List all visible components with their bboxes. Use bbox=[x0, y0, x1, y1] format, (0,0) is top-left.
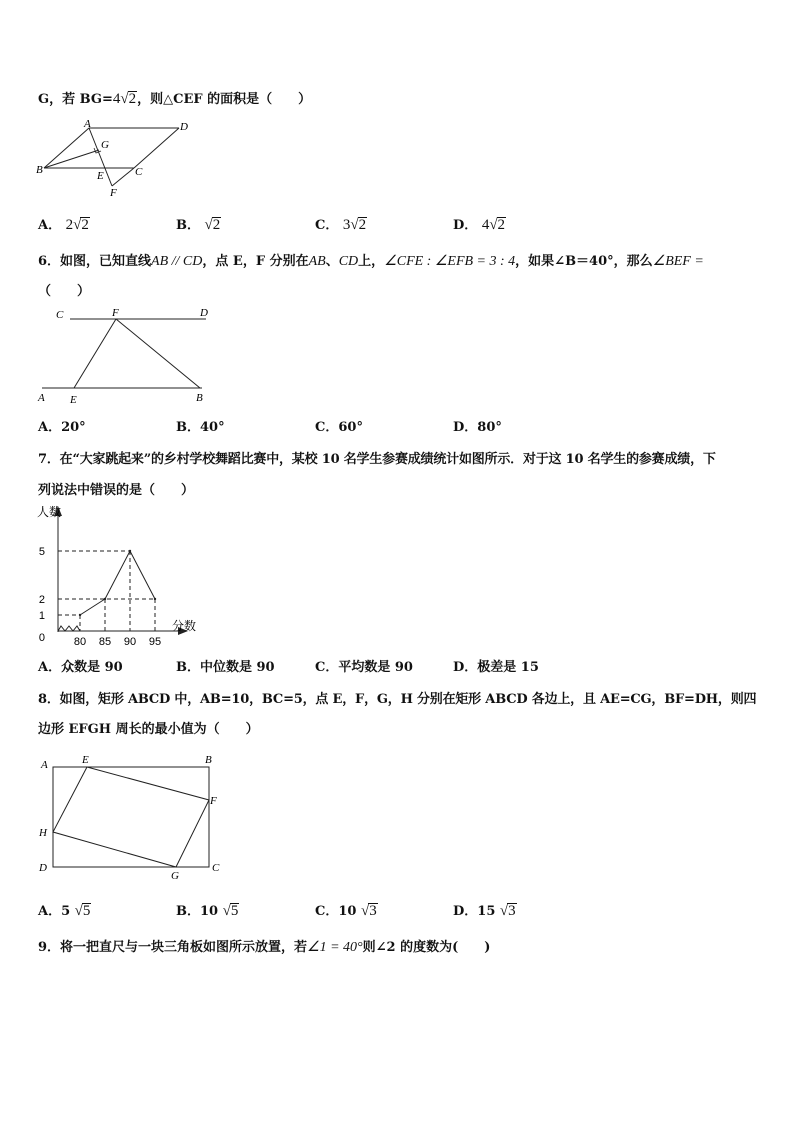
data-point-80 bbox=[79, 614, 81, 616]
q8-option-b[interactable]: B．10 √5 bbox=[176, 903, 239, 919]
q9-stem: 9．将一把直尺与一块三角板如图所示放置，若∠1 = 40°则∠2 的度数为( ) bbox=[38, 940, 491, 955]
x-axis-label: 分数 bbox=[172, 619, 197, 633]
y-tick-1: 1 bbox=[38, 610, 45, 622]
q5-option-c[interactable]: C． 3√2 bbox=[315, 217, 367, 233]
q7-option-c[interactable]: C．平均数是 90 bbox=[315, 660, 413, 675]
x-tick-80: 80 bbox=[73, 636, 87, 648]
q8-option-c[interactable]: C．10 √3 bbox=[315, 903, 377, 919]
x-tick-95: 95 bbox=[148, 636, 162, 648]
label-H: H bbox=[39, 827, 47, 839]
label-G: G bbox=[171, 870, 179, 882]
y-axis-label: 人数 bbox=[37, 505, 62, 519]
label-C: C bbox=[212, 862, 220, 874]
q7-stem: 7．在“大家跳起来”的乡村学校舞蹈比赛中，某校 10 名学生参赛成绩统计如图所示．对于这 10 名学生的参赛成绩，下 bbox=[38, 452, 716, 467]
q7-line-chart bbox=[30, 500, 210, 650]
data-point-85 bbox=[104, 598, 106, 600]
q5-option-d[interactable]: D． 4√2 bbox=[453, 217, 506, 233]
q5-option-b[interactable]: B． √2 bbox=[176, 217, 221, 233]
series-segment-1 bbox=[105, 551, 130, 599]
label-A: A bbox=[84, 118, 91, 130]
label-E: E bbox=[70, 394, 77, 406]
q5-option-a[interactable]: A． 2√2 bbox=[38, 217, 89, 233]
q6-option-d[interactable]: D．80° bbox=[453, 420, 502, 435]
data-point-90 bbox=[129, 550, 131, 552]
label-F: F bbox=[210, 795, 217, 807]
label-G: G bbox=[101, 139, 109, 151]
label-B: B bbox=[196, 392, 203, 404]
q6-parallel-lines-figure bbox=[34, 302, 224, 406]
q5-stem: G，若 BG=4√2，则△CEF 的面积是（ ） bbox=[38, 91, 312, 107]
axis-break bbox=[58, 626, 80, 631]
q5-parallelogram-figure bbox=[34, 118, 194, 198]
label-A: A bbox=[41, 759, 48, 771]
q8-option-a[interactable]: A．5 √5 bbox=[38, 903, 91, 919]
q7-stem-line2: 列说法中错误的是（ ） bbox=[38, 483, 195, 498]
label-F: F bbox=[112, 307, 119, 319]
label-E: E bbox=[97, 170, 104, 182]
series-segment-2 bbox=[130, 551, 155, 599]
q7-option-d[interactable]: D．极差是 15 bbox=[453, 660, 539, 675]
q7-option-a[interactable]: A．众数是 90 bbox=[38, 660, 123, 675]
label-C: C bbox=[56, 309, 64, 321]
q8-stem: 8．如图，矩形 ABCD 中，AB=10，BC=5，点 E，F，G，H 分别在矩形 ABCD 各边上，且 AE=CG，BF=DH，则四 bbox=[38, 692, 757, 707]
label-A: A bbox=[38, 392, 45, 404]
label-B: B bbox=[36, 164, 43, 176]
y-tick-2: 2 bbox=[38, 594, 45, 606]
label-D: D bbox=[180, 121, 188, 133]
label-C: C bbox=[135, 166, 143, 178]
q6-option-b[interactable]: B．40° bbox=[176, 420, 225, 435]
x-tick-85: 85 bbox=[98, 636, 112, 648]
data-point-95 bbox=[154, 598, 156, 600]
x-tick-90: 90 bbox=[123, 636, 137, 648]
label-E: E bbox=[82, 754, 89, 766]
q8-stem-line2: 边形 EFGH 周长的最小值为（ ） bbox=[38, 722, 259, 737]
y-tick-0: 0 bbox=[38, 632, 45, 644]
q8-option-d[interactable]: D．15 √3 bbox=[453, 903, 516, 919]
label-B: B bbox=[205, 754, 212, 766]
q6-stem-line2: （ ） bbox=[38, 284, 91, 299]
q8-rectangle-figure bbox=[34, 750, 234, 882]
label-D: D bbox=[39, 862, 47, 874]
q6-stem: 6．如图，已知直线AB // CD，点 E，F 分别在AB、CD上，∠CFE : ∠EFB = 3 : 4，如果∠B＝40°，那么∠BEF = bbox=[38, 254, 704, 269]
series-segment-0 bbox=[80, 599, 105, 615]
y-tick-5: 5 bbox=[38, 546, 45, 558]
q7-option-b[interactable]: B．中位数是 90 bbox=[176, 660, 275, 675]
q6-option-a[interactable]: A．20° bbox=[38, 420, 86, 435]
label-F: F bbox=[110, 187, 117, 198]
label-D: D bbox=[200, 307, 208, 319]
q6-option-c[interactable]: C．60° bbox=[315, 420, 363, 435]
